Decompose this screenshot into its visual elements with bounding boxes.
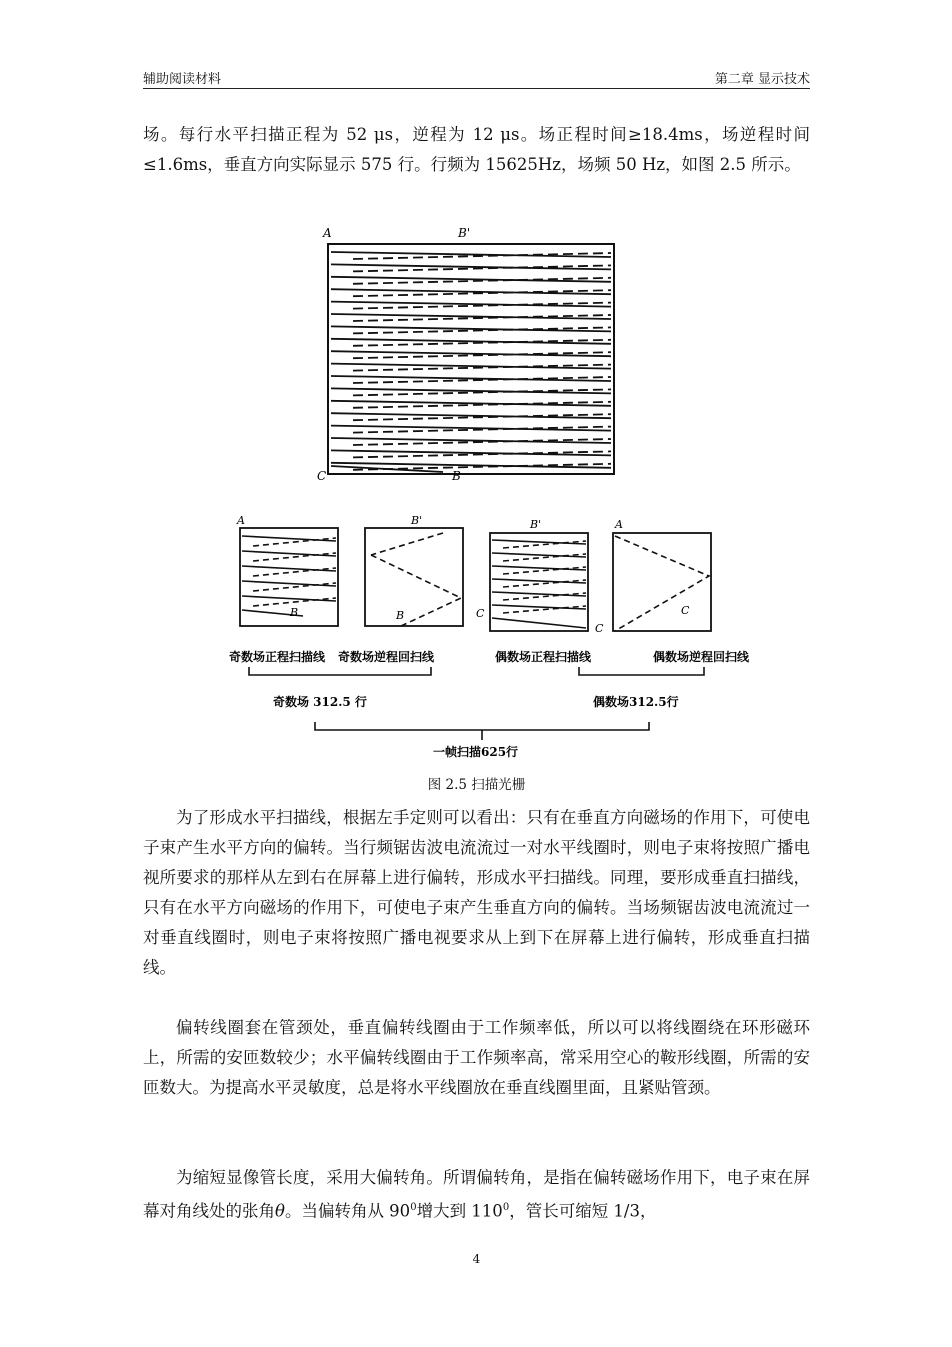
page-header	[143, 66, 810, 89]
header-right: 第二章 显示技术	[714, 72, 810, 87]
panel1-label-b: B	[290, 606, 299, 619]
scan-line	[242, 581, 336, 586]
scan-line	[242, 551, 336, 556]
figure-caption: 图 2.5 扫描光栅	[427, 777, 526, 793]
label-b: B	[452, 469, 461, 483]
panel-title-3: 偶数场正程扫描线	[495, 650, 592, 664]
panel-even-retrace	[595, 518, 711, 635]
panel-title-2: 奇数场逆程回扫线	[338, 650, 435, 664]
page-number: 4	[472, 1252, 481, 1266]
panel4-label-a: A	[615, 518, 623, 531]
p3-sup-2: 0	[502, 1202, 510, 1213]
scan-line	[331, 466, 443, 472]
paragraph-deflection-angle	[143, 1163, 810, 1227]
panel2-label-b: B	[396, 609, 405, 622]
scan-line	[492, 540, 586, 544]
panel-title-1: 奇数场正程扫描线	[229, 650, 326, 664]
scan-line	[242, 566, 336, 571]
scan-line	[492, 618, 586, 628]
label-c: C	[317, 469, 327, 483]
label-a: A	[323, 226, 332, 240]
p3-text-b: 。当偏转角从 90	[284, 1201, 411, 1221]
paragraph-intro: 场。每行水平扫描正程为 52 μs，逆程为 12 μs。场正程时间≥18.4ms，场逆程时间≤1.6ms，垂直方向实际显示 575 行。行频为 15625Hz，场频 50 Hz，如图 2.5 所示。	[143, 125, 810, 174]
p3-text-a: 为缩短显像管长度，采用大偏转角。所谓偏转角，是指在偏转磁场作用下，电子束在屏幕对角线处的张角	[143, 1168, 810, 1221]
frame-label: 一帧扫描625行	[433, 745, 519, 759]
panel-odd-forward	[236, 514, 338, 626]
scan-line	[492, 566, 586, 570]
scan-raster-diagram	[143, 222, 810, 767]
label-b-prime: B'	[458, 226, 471, 240]
panel-even-forward	[476, 518, 588, 631]
scan-line	[492, 592, 586, 596]
panel4-label-c-left: C	[595, 622, 604, 635]
full-frame-raster	[317, 226, 614, 483]
panel3-label-c: C	[476, 607, 485, 620]
header-left: 辅助阅读材料	[143, 72, 222, 87]
odd-field-label: 奇数场 312.5 行	[273, 695, 367, 709]
scan-line	[242, 596, 336, 601]
scan-line	[492, 605, 586, 609]
scan-line	[492, 579, 586, 583]
paragraph-deflection: 为了形成水平扫描线，根据左手定则可以看出：只有在垂直方向磁场的作用下，可使电子束产生水平方向的偏转。当行频锯齿波电流流过一对水平线圈时，则电子束将按照广播电视所要求的那样从左到右在屏幕上进行偏转，形成水平扫描线。同理，要形成垂直扫描线，只有在水平方向磁场的作用下，可使电子束产生垂直方向的偏转。当场频锯齿波电流流过一对垂直线圈时，则电子束将按照广播电视要求从上到下在屏幕上进行偏转，形成垂直扫描线。	[143, 808, 810, 977]
panel-title-4: 偶数场逆程回扫线	[653, 650, 750, 664]
p3-text-c: 增大到 110	[416, 1201, 503, 1221]
figure-scan-raster	[143, 222, 810, 767]
panel4-label-c: C	[681, 604, 690, 617]
scan-line	[492, 553, 586, 557]
scan-line	[242, 536, 336, 541]
panel-odd-retrace	[365, 514, 463, 626]
p3-sup-1: 0	[410, 1202, 417, 1213]
panel1-label-a: A	[237, 514, 245, 527]
even-field-label: 偶数场312.5行	[593, 695, 679, 709]
paragraph-yoke: 偏转线圈套在管颈处，垂直偏转线圈由于工作频率低，所以可以将线圈绕在环形磁环上，所需的安匝数较少；水平偏转线圈由于工作频率高，常采用空心的鞍形线圈，所需的安匝数大。为提高水平灵敏度，总是将水平线圈放在垂直线圈里面，且紧贴管颈。	[143, 1018, 810, 1097]
p3-text-d: ，管长可缩短 1/3，	[509, 1201, 657, 1221]
panel2-label-b-prime: B'	[411, 514, 423, 527]
panel3-label-b-prime: B'	[530, 518, 542, 531]
theta-symbol: θ	[275, 1201, 285, 1221]
